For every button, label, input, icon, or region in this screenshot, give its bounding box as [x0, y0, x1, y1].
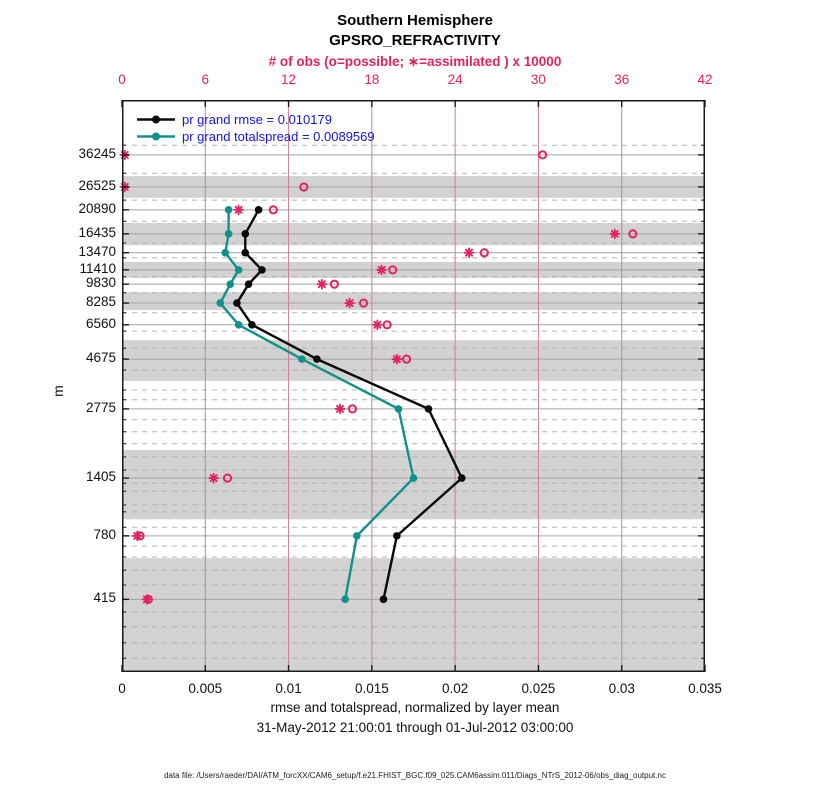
plot-title: Southern Hemisphere: [337, 12, 493, 29]
top-axis-label: # of obs (o=possible; ∗=assimilated ) x 10000: [268, 54, 562, 69]
series-point: [380, 596, 388, 604]
y-axis-tick-label: 9830: [85, 275, 116, 291]
y-axis-tick-label: 780: [93, 526, 116, 542]
x-axis-label: rmse and totalspread, normalized by layer mean: [270, 700, 560, 715]
series-point: [255, 206, 263, 214]
legend-rmse-label: pr grand rmse = 0.010179: [182, 112, 332, 127]
series-point: [235, 266, 243, 274]
x-axis-date-range: 31-May-2012 21:00:01 through 01-Jul-2012 03:00:00: [256, 720, 574, 735]
y-axis-tick-label: 415: [93, 590, 116, 606]
series-point: [241, 249, 249, 257]
top-axis-tick-label: 0: [118, 72, 126, 87]
y-axis-tick-label: 26525: [78, 177, 116, 193]
bottom-axis-tick-label: 0.015: [354, 681, 389, 696]
legend: [136, 111, 375, 145]
y-axis-tick-label: 13470: [78, 243, 116, 259]
y-axis-tick-label: 4675: [85, 350, 116, 366]
legend-totalspread-label: pr grand totalspread = 0.0089569: [182, 129, 375, 144]
series-point: [341, 596, 349, 604]
bottom-axis-tick-label: 0.035: [688, 681, 722, 696]
series-point: [298, 355, 306, 363]
series-point: [225, 206, 233, 214]
layer-band: [122, 340, 705, 381]
y-axis-tick-label: 2775: [85, 399, 116, 415]
series-point: [393, 532, 401, 540]
y-axis-tick-label: 20890: [78, 200, 116, 216]
chart-canvas: [122, 100, 705, 672]
bottom-axis-tick-label: 0.03: [608, 681, 635, 696]
bottom-axis-tick-label: 0.005: [188, 681, 223, 696]
series-point: [245, 280, 253, 288]
series-point: [248, 321, 256, 329]
data-file-path: data file: /Users/raeder/DAI/ATM_forcXX/CAM6_setup/f.e21.FHIST_BGC.f09_025.CAM6assim.011/Diags_NTrS_2012-06/obs_diag_output.nc: [164, 771, 666, 780]
bottom-axis-tick-label: 0.02: [442, 681, 469, 696]
top-axis-tick-label: 12: [281, 72, 297, 87]
series-point: [458, 474, 466, 482]
plot-subtitle: GPSRO_REFRACTIVITY: [329, 32, 501, 49]
series-point: [410, 474, 418, 482]
top-axis-tick-label: 36: [614, 72, 630, 87]
y-axis-tick-label: 11410: [79, 260, 116, 276]
legend-item-totalspread: [136, 128, 375, 145]
top-axis-tick-label: 30: [530, 72, 546, 87]
plot-area: [122, 100, 705, 672]
y-axis-tick-label: 36245: [78, 145, 116, 161]
series-point: [225, 230, 233, 238]
top-axis-tick-label: 18: [364, 72, 380, 87]
series-point: [353, 532, 361, 540]
bottom-axis-tick-label: 0.01: [275, 681, 302, 696]
series-point: [216, 299, 224, 307]
series-point: [221, 249, 229, 257]
legend-item-rmse: [136, 111, 375, 128]
series-point: [395, 405, 403, 413]
y-axis-tick-label: 6560: [85, 315, 116, 331]
y-axis-label: m: [49, 385, 66, 397]
bottom-axis-tick-label: 0.025: [521, 681, 556, 696]
top-axis-tick-label: 6: [201, 72, 210, 87]
series-point: [425, 405, 433, 413]
series-point: [258, 266, 266, 274]
series-point: [313, 355, 321, 363]
top-axis-tick-label: 42: [697, 72, 713, 87]
series-point: [241, 230, 249, 238]
layer-band: [122, 292, 705, 310]
layer-band: [122, 558, 705, 672]
y-axis-tick-label: 1405: [85, 469, 116, 485]
series-point: [235, 321, 243, 329]
top-axis-tick-label: 24: [447, 72, 463, 87]
series-point: [233, 299, 241, 307]
series-point: [226, 280, 234, 288]
bottom-axis-tick-label: 0: [118, 681, 126, 696]
layer-band: [122, 450, 705, 519]
legend-rmse-line-icon: [136, 111, 176, 128]
legend-totalspread-line-icon: [136, 128, 176, 145]
y-axis-tick-label: 16435: [78, 224, 116, 240]
y-axis-tick-label: 8285: [85, 294, 116, 310]
